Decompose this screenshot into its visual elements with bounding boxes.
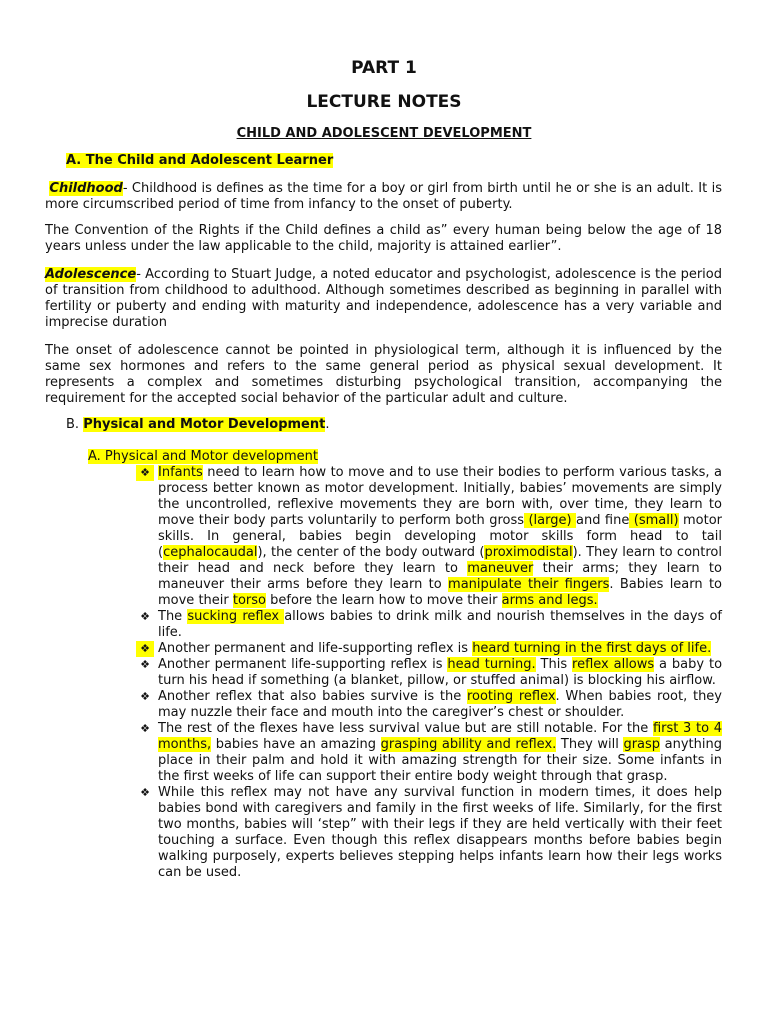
list-item: ❖ Another permanent and life-supporting reflex is heard turning in the first days of life.	[136, 641, 722, 657]
adolescence-paragraph	[45, 267, 722, 331]
bullet-diamond-icon: ❖	[136, 465, 154, 481]
childhood-text: - Childhood is defines as the time for a boy or girl from birth until he or she is an adult. It is more circumscribed period of time from infancy to the onset of puberty.	[45, 181, 722, 212]
convention-text: The Convention of the Rights if the Child defines a child as” every human being below the age of 18 years unless under the law applicable to the child, majority is attained earlier”.	[45, 223, 722, 254]
childhood-paragraph	[45, 181, 722, 213]
section-a-label: A. The Child and Adolescent Learner	[66, 153, 334, 168]
bullet-diamond-icon: ❖	[140, 610, 150, 623]
section-b-letter: B.	[66, 417, 80, 432]
section-b-heading	[66, 417, 330, 432]
list-item: ❖ While this reflex may not have any survival function in modern times, it does help babies bond with caregivers and family in the first weeks of life. Similarly, for the first two months, babies will ‘step” with their legs if they are held vertically with their feet touching a surface. Even though this reflex disappears months before babies begin walking purposely, experts believes stepping helps infants learn how their legs works can be used.	[136, 785, 722, 881]
adolescence-text: - According to Stuart Judge, a noted educator and psychologist, adolescence is the period of transition from childhood to adulthood. Although sometimes described as beginning in parallel with fertility or puberty and ending with maturity and independence, adolescence has a very variable and imprecise duration	[45, 267, 722, 330]
convention-paragraph	[45, 223, 722, 255]
list-item: ❖ The sucking reflex allows babies to drink milk and nourish themselves in the days of life.	[136, 609, 722, 641]
childhood-term: Childhood	[49, 181, 123, 196]
bullet-list	[136, 465, 722, 881]
onset-paragraph	[45, 343, 722, 407]
list-item: ❖ Infants need to learn how to move and to use their bodies to perform various tasks, a process better known as motor development. Initially, babies’ movements are simply the uncontrolled, reflexive movements they are born with, over time, they learn to move their body parts voluntarily to perform both gross (large) and fine (small) motor skills. In general, babies begin developing motor skills form head to tail (cephalocaudal), the center of the body outward (proximodistal). They learn to control their head and neck before they learn to maneuver their arms; they learn to maneuver their arms before they learn to manipulate their fingers. Babies learn to move their torso before the learn how to move their arms and legs.	[136, 465, 722, 609]
subtitle: CHILD AND ADOLESCENT DEVELOPMENT	[236, 126, 532, 141]
subsection-a-heading	[88, 449, 318, 464]
adolescence-term: Adolescence	[45, 267, 137, 282]
lecture-notes-title: LECTURE NOTES	[306, 92, 462, 112]
subsection-a-label: A. Physical and Motor development	[88, 449, 318, 464]
list-item: ❖ Another permanent life-supporting reflex is head turning. This reflex allows a baby to turn his head if something (a blanket, pillow, or stuffed animal) is blocking his airflow.	[136, 657, 722, 689]
onset-text: The onset of adolescence cannot be pointed in physiological term, although it is influenced by the same sex hormones and refers to the same general period as physical sexual development. It represents a complex and sometimes disturbing psychological transition, accompanying the requirement for the accepted social behavior of the particular adult and culture.	[45, 343, 722, 406]
section-b-label: Physical and Motor Development	[83, 417, 326, 432]
list-item: ❖ Another reflex that also babies survive is the rooting reflex. When babies root, they may nuzzle their face and mouth into the caregiver’s chest or shoulder.	[136, 689, 722, 721]
bullet-diamond-icon: ❖	[140, 786, 150, 799]
bullet-diamond-icon: ❖	[140, 690, 150, 703]
section-b-dot: .	[325, 417, 330, 432]
bullet-diamond-icon: ❖	[140, 722, 150, 735]
bullet-diamond-icon: ❖	[140, 658, 150, 671]
part-title: PART 1	[351, 58, 417, 78]
bullet-diamond-icon: ❖	[136, 641, 154, 657]
section-a-heading	[66, 153, 333, 168]
list-item: ❖ The rest of the flexes have less survival value but are still notable. For the first 3 to 4 months, babies have an amazing grasping ability and reflex. They will grasp anything place in their palm and hold it with amazing strength for their size. Some infants in the first weeks of life can support their entire body weight through that grasp.	[136, 721, 722, 785]
